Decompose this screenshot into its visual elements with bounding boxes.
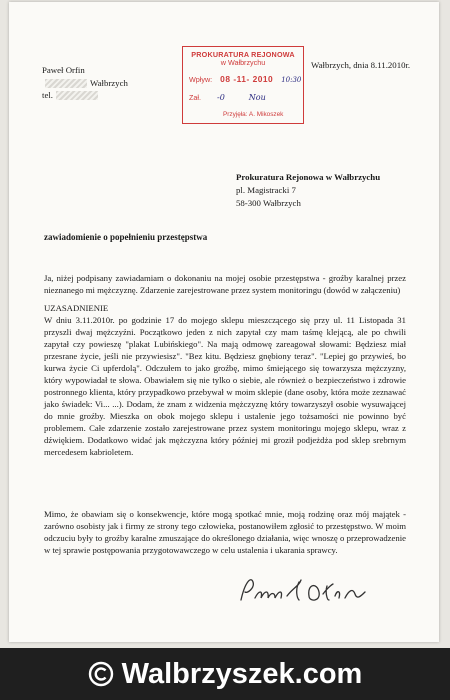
registry-stamp bbox=[182, 46, 304, 124]
stamp-hand-time: 10:30 bbox=[281, 76, 302, 84]
sender-block bbox=[42, 64, 128, 102]
justification-heading: UZASADNIENIE bbox=[44, 303, 109, 313]
handwritten-signature bbox=[237, 572, 377, 608]
sender-phone: tel. bbox=[42, 89, 128, 102]
sender-address: Wałbrzych bbox=[42, 77, 128, 90]
stamp-received-date: 08 -11- 2010 bbox=[220, 74, 274, 84]
stamp-receiver: Przyjęła: A. Mikoszek bbox=[223, 111, 284, 118]
document-page bbox=[9, 2, 439, 642]
stamp-title: PROKURATURA REJONOWA bbox=[191, 50, 295, 59]
site-watermark-banner bbox=[0, 648, 450, 700]
place-date: Wałbrzych, dnia 8.11.2010r. bbox=[311, 60, 411, 70]
copyright-icon bbox=[88, 661, 114, 687]
stamp-subtitle: w Wałbrzychu bbox=[220, 58, 266, 67]
recipient-name: Prokuratura Rejonowa w Wałbrzychu bbox=[236, 172, 381, 182]
redacted-postal-code bbox=[45, 79, 87, 88]
stamp-received-row: Wpływ: 08 -11- 2010 10:30 bbox=[189, 74, 302, 84]
redacted-phone bbox=[56, 91, 98, 100]
sender-name: Paweł Orfin bbox=[42, 65, 85, 75]
intro-paragraph: Ja, niżej podpisany zawiadamiam o dokonaniu na mojej osobie przestępstwa - groźby karalnej przez nieznanego mi mężczyznę. Zdarzenie zarejestrowane przez system monitoringu (dowód w załączeniu) bbox=[44, 273, 406, 295]
recipient-block bbox=[236, 171, 380, 210]
watermark-text: Walbrzyszek.com bbox=[121, 657, 363, 690]
stamp-attachments-row: Zał. -0 Nou bbox=[189, 93, 266, 102]
recipient-street: pl. Magistracki 7 bbox=[236, 185, 296, 195]
closing-paragraph: Mimo, że obawiam się o konsekwencje, które mogą spotkać mnie, moją rodzinę oraz mój majątek - zarówno osobisty jak i firmy ze strony tego człowieka, postanowiłem zgłosić to przestępstwo. W moim odczuciu były to groźby karalne zmuszające do określonego działania, więc wnoszę o przeprowadzenie w tej sprawie postępowania przygotowawczego w celu ustalenia i ukarania sprawcy. bbox=[44, 509, 406, 555]
document-subject: zawiadomienie o popełnieniu przestępstwa bbox=[44, 232, 208, 242]
recipient-postal: 58-300 Wałbrzych bbox=[236, 198, 301, 208]
justification-paragraph: W dniu 3.11.2010r. po godzinie 17 do mojego sklepu mieszczącego się przy ul. 11 Listopada 31 przyszli dwaj mężczyźni. Początkowo jeden z nich zapytał czy mam taśmę klejącą, ale po chwili zapytał czy powieszę "plakat Lubińskiego". Na mają odmowę zareagował słowami: Będziesz miał przesrane życie, jeśli nie przywiesisz". "Bez kitu. Będziesz gnębiony teraz". "Lepiej go przywieś, bo kurwa życie Ci upferdolą". Odczułem to jako groźbę, mimo śmiejącego się towarzysza mężczyzny, który wypowiadał te słowa. Obawiałem się nie tylko o siebie, ale również o bezpieczeństwo i zdrowie postronnego klienta, który przypadkowo przebywał w moim sklepie (dane osoby, która może zeznawać jako świadek: Vi... ...). Dodam, że znam z widzenia mężczyznę który towarzyszył osobie wysuwającej do mnie groźby. Mieszka on obok mojego sklepu i ustalenie jego tożsamości nie powinno być problemem. Całe zdarzenie zostało zarejestrowane przez system monitoringu mojego sklepu, wraz z dźwiękiem. Dodatkowo widać jak mężczyzna który później mi groził podjeżdża pod sklep srebrnym mercedesem kabrioletem. bbox=[44, 315, 406, 457]
